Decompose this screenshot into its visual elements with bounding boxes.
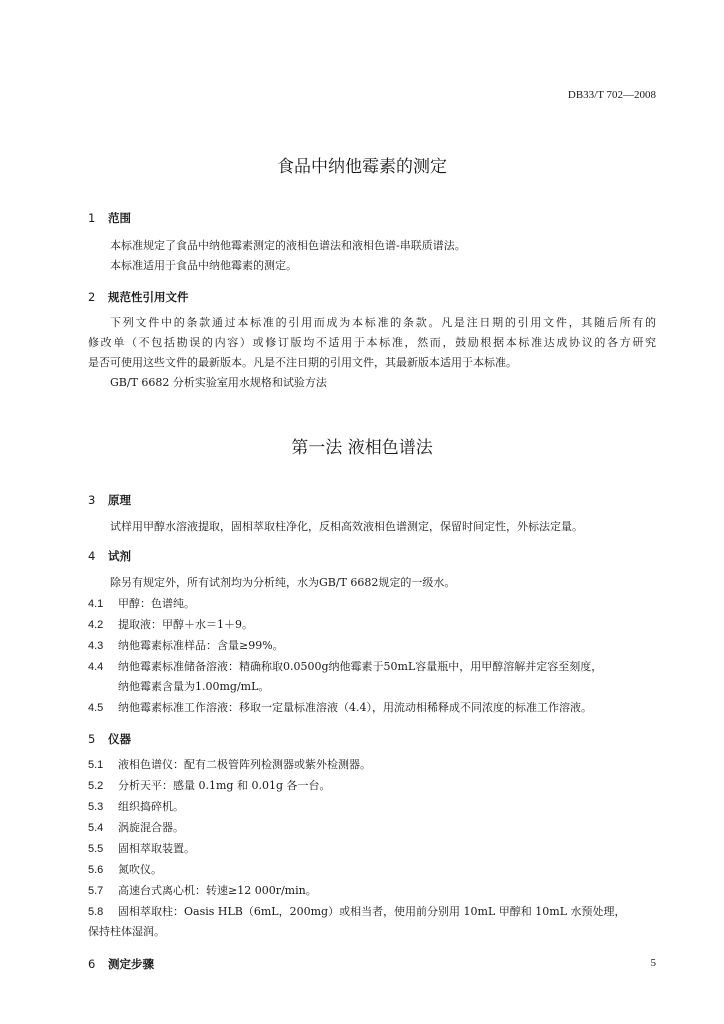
section-2-heading	[88, 289, 189, 305]
item-number: 4.1	[88, 598, 104, 610]
normative-reference: GB/T 6682 分析实验室用水规格和试验方法	[110, 376, 327, 389]
item-number: 5.6	[88, 864, 104, 876]
list-item	[88, 595, 195, 611]
item-text: 甲醇：色谱纯。	[118, 597, 195, 610]
item-number: 4.3	[88, 640, 104, 652]
item-continuation: 纳他霉素含量为1.00mg/mL。	[118, 680, 270, 693]
item-text: 纳他霉素标准样品：含量≥99%。	[118, 639, 284, 652]
item-number: 4.2	[88, 619, 104, 631]
item-text: 高速台式离心机：转速≥12 000r/min。	[118, 884, 317, 897]
list-item	[88, 903, 626, 919]
list-item	[88, 819, 184, 835]
section-number: 5	[88, 732, 96, 746]
section-number: 1	[88, 211, 96, 225]
paragraph: 试样用甲醇水溶液提取，固相萃取柱净化，反相高效液相色谱测定，保留时间定性，外标法定量。	[110, 520, 583, 533]
item-number: 5.3	[88, 801, 104, 813]
section-title: 试剂	[108, 549, 131, 563]
item-number: 5.8	[88, 906, 104, 918]
item-number: 4.5	[88, 702, 104, 714]
list-item	[88, 637, 284, 653]
section-title: 测定步骤	[108, 957, 154, 971]
item-text: 提取液：甲醇＋水＝1＋9。	[118, 618, 253, 631]
page-number: 5	[650, 957, 656, 969]
section-1-heading	[88, 210, 131, 226]
item-text: 纳他霉素标准储备溶液：精确称取0.0500g纳他霉素于50mL容量瓶中，用甲醇溶解并定容至刻度，	[118, 660, 603, 673]
list-item	[88, 756, 371, 772]
list-item	[88, 840, 195, 856]
paragraph-line: 是否可使用这些文件的最新版本。凡是不注日期的引用文件，其最新版本适用于本标准。	[88, 356, 517, 369]
section-title: 仪器	[108, 732, 131, 746]
section-number: 4	[88, 549, 96, 563]
item-continuation: 保持柱体湿润。	[88, 925, 165, 938]
section-number: 3	[88, 493, 96, 507]
item-text: 组织捣碎机。	[118, 800, 184, 813]
method-title: 第一法 液相色谱法	[291, 438, 433, 458]
paragraph-line: 修改单（不包括勘误的内容）或修订版均不适用于本标准，然而，鼓励根据本标准达成协议的各方研究	[88, 336, 656, 349]
paragraph-line: 下列文件中的条款通过本标准的引用而成为本标准的条款。凡是注日期的引用文件，其随后所有的	[110, 316, 656, 329]
section-title: 规范性引用文件	[108, 290, 189, 304]
item-number: 4.4	[88, 661, 104, 673]
item-text: 氮吹仪。	[118, 863, 162, 876]
list-item	[88, 777, 331, 793]
item-text: 涡旋混合器。	[118, 821, 184, 834]
item-text: 固相萃取装置。	[118, 842, 195, 855]
list-item	[88, 798, 184, 814]
section-number: 2	[88, 290, 96, 304]
section-title: 范围	[108, 211, 131, 225]
paragraph: 本标准适用于食品中纳他霉素的测定。	[110, 259, 297, 272]
section-title: 原理	[108, 493, 131, 507]
section-3-heading	[88, 492, 131, 508]
item-number: 5.7	[88, 885, 104, 897]
item-text: 纳他霉素标准工作溶液：移取一定量标准溶液（4.4），用流动相稀释成不同浓度的标准工作溶液。	[118, 701, 592, 714]
paragraph: 本标准规定了食品中纳他霉素测定的液相色谱法和液相色谱-串联质谱法。	[110, 239, 466, 252]
item-text: 液相色谱仪：配有二极管阵列检测器或紫外检测器。	[118, 758, 371, 771]
section-number: 6	[88, 957, 96, 971]
paragraph: 除另有规定外，所有试剂均为分析纯，水为GB/T 6682规定的一级水。	[110, 576, 456, 589]
list-item	[88, 699, 592, 715]
item-text: 分析天平：感量 0.1mg 和 0.01g 各一台。	[118, 779, 331, 792]
section-4-heading	[88, 548, 131, 564]
item-number: 5.5	[88, 843, 104, 855]
list-item	[88, 861, 162, 877]
document-title: 食品中纳他霉素的测定	[277, 157, 447, 177]
standard-number: DB33/T 702—2008	[567, 89, 656, 101]
list-item	[88, 658, 602, 674]
list-item	[88, 882, 317, 898]
item-number: 5.4	[88, 822, 104, 834]
section-6-heading	[88, 956, 154, 972]
item-text: 固相萃取柱：Oasis HLB（6mL，200mg）或相当者，使用前分别用 10mL 甲醇和 10mL 水预处理，	[118, 905, 626, 918]
item-number: 5.1	[88, 759, 104, 771]
section-5-heading	[88, 731, 131, 747]
list-item	[88, 616, 253, 632]
item-number: 5.2	[88, 780, 104, 792]
